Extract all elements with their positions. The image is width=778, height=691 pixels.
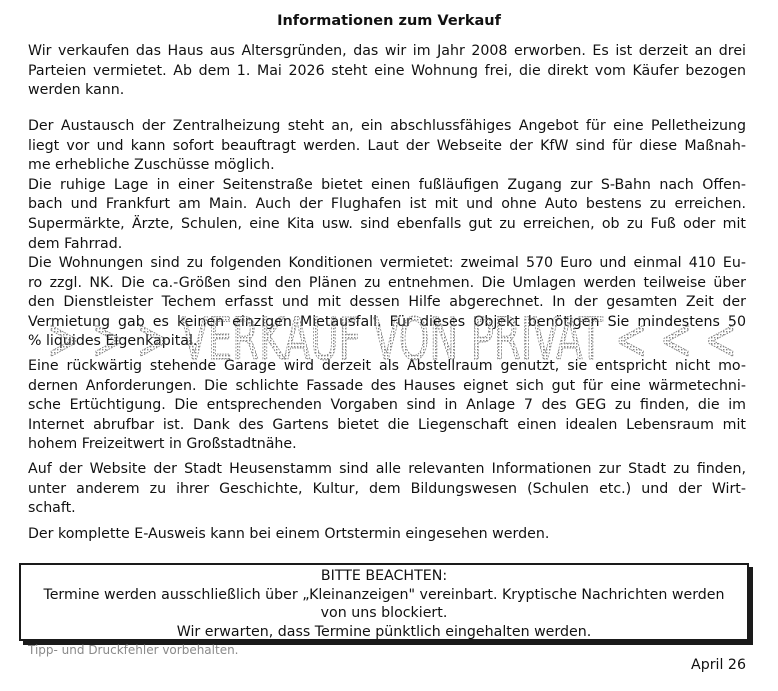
text-line: dernen Anforderungen. Die schlichte Fassade des Hauses eignet sich gut für eine wärmetechni-	[28, 377, 746, 394]
page-title: Informationen zum Verkauf	[277, 13, 501, 29]
text-line: Auf der Website der Stadt Heusenstamm sind alle relevanten Informationen zur Stadt zu finden,	[28, 461, 746, 477]
text-line: Eine rückwärtig stehende Garage wird derzeit als Abstellraum genutzt, sie entspricht nicht mo-	[28, 358, 746, 374]
text-line: Vermietung gab es keinen einzigen Mietausfall. Für dieses Objekt benötigen Sie mindestens 50	[28, 313, 746, 330]
disclaimer: Tipp- und Druckfehler vorbehalten.	[28, 643, 239, 657]
text-line: Die ruhige Lage in einer Seitenstraße bietet einen fußläufigen Zugang zur S-Bahn nach Offen-	[28, 176, 746, 193]
notice-box	[19, 563, 749, 641]
notice-line: von uns blockiert.	[320, 605, 448, 621]
text-line: Internet abrufbar ist. Dank des Gartens bietet die Liegenschaft einen idealen Lebensraum mit	[28, 416, 746, 433]
text-line: Wir verkaufen das Haus aus Altersgründen, das wir im Jahr 2008 erworben. Es ist derzeit an drei	[28, 43, 746, 59]
text-line: dem Fahrrad.	[28, 235, 123, 252]
text-line: Parteien vermietet. Ab dem 1. Mai 2026 steht eine Wohnung frei, die direkt vom Käufer bezogen	[28, 62, 746, 79]
date-label: April 26	[691, 657, 746, 673]
text-line: Der Austausch der Zentralheizung steht an, ein abschlussfähiges Angebot für eine Pelletheizung	[28, 118, 746, 134]
notice-heading: BITTE BEACHTEN:	[320, 568, 448, 584]
paragraph-sale-reason	[28, 42, 746, 101]
notice-line: Termine werden ausschließlich über „Kleinanzeigen" vereinbart. Kryptische Nachrichten werden	[43, 586, 725, 603]
text-line: liegt vor und kann sofort beauftragt werden. Laut der Webseite der KfW sind für diese Maßnah-	[28, 137, 746, 154]
text-line: ro zzgl. NK. Die ca.-Größen sind den Plänen zu entnehmen. Die Umlagen werden teilweise über	[28, 274, 746, 291]
notice-line: Wir erwarten, dass Termine pünktlich eingehalten werden.	[176, 623, 592, 640]
text-line: den Dienstleister Techem erfasst und mit dessen Hilfe abgerechnet. In der gesamten Zeit der	[28, 294, 746, 311]
text-line: Der komplette E-Ausweis kann bei einem Ortstermin eingesehen werden.	[28, 526, 550, 542]
text-line: sche Ertüchtigung. Die entsprechenden Vorgaben sind in Anlage 7 des GEG zu finden, die im	[28, 397, 746, 414]
text-line: me erhebliche Zuschüsse möglich.	[28, 157, 275, 174]
paragraph-heating-location	[28, 117, 746, 254]
watermark-text: > > > VERKAUF VON PRIVAT < < <	[47, 307, 737, 369]
text-line: unter anderem zu ihrer Geschichte, Kultur, dem Bildungswesen (Schulen etc.) und der Wirt-	[28, 480, 746, 497]
paragraph-energy-certificate	[28, 525, 746, 545]
paragraph-city-info	[28, 460, 746, 519]
paragraph-rental-conditions	[28, 254, 746, 352]
paragraph-garage-facade	[28, 357, 746, 455]
text-line: schaft.	[28, 500, 76, 517]
text-line: werden kann.	[28, 82, 125, 99]
text-line: Die Wohnungen sind zu folgenden Konditionen vermietet: zweimal 570 Euro und einmal 410 Eu-	[28, 255, 746, 271]
text-line: % liquides Eigenkapital.	[28, 333, 198, 350]
text-line: bach und Frankfurt am Main. Auch der Flughafen ist mit und ohne Auto bestens zu erreichen.	[28, 196, 746, 213]
text-line: hohem Freizeitwert in Großstadtnähe.	[28, 436, 297, 453]
text-line: Supermärkte, Ärzte, Schulen, eine Kita usw. sind ebenfalls gut zu erreichen, ob zu Fuß oder mit	[28, 215, 746, 232]
